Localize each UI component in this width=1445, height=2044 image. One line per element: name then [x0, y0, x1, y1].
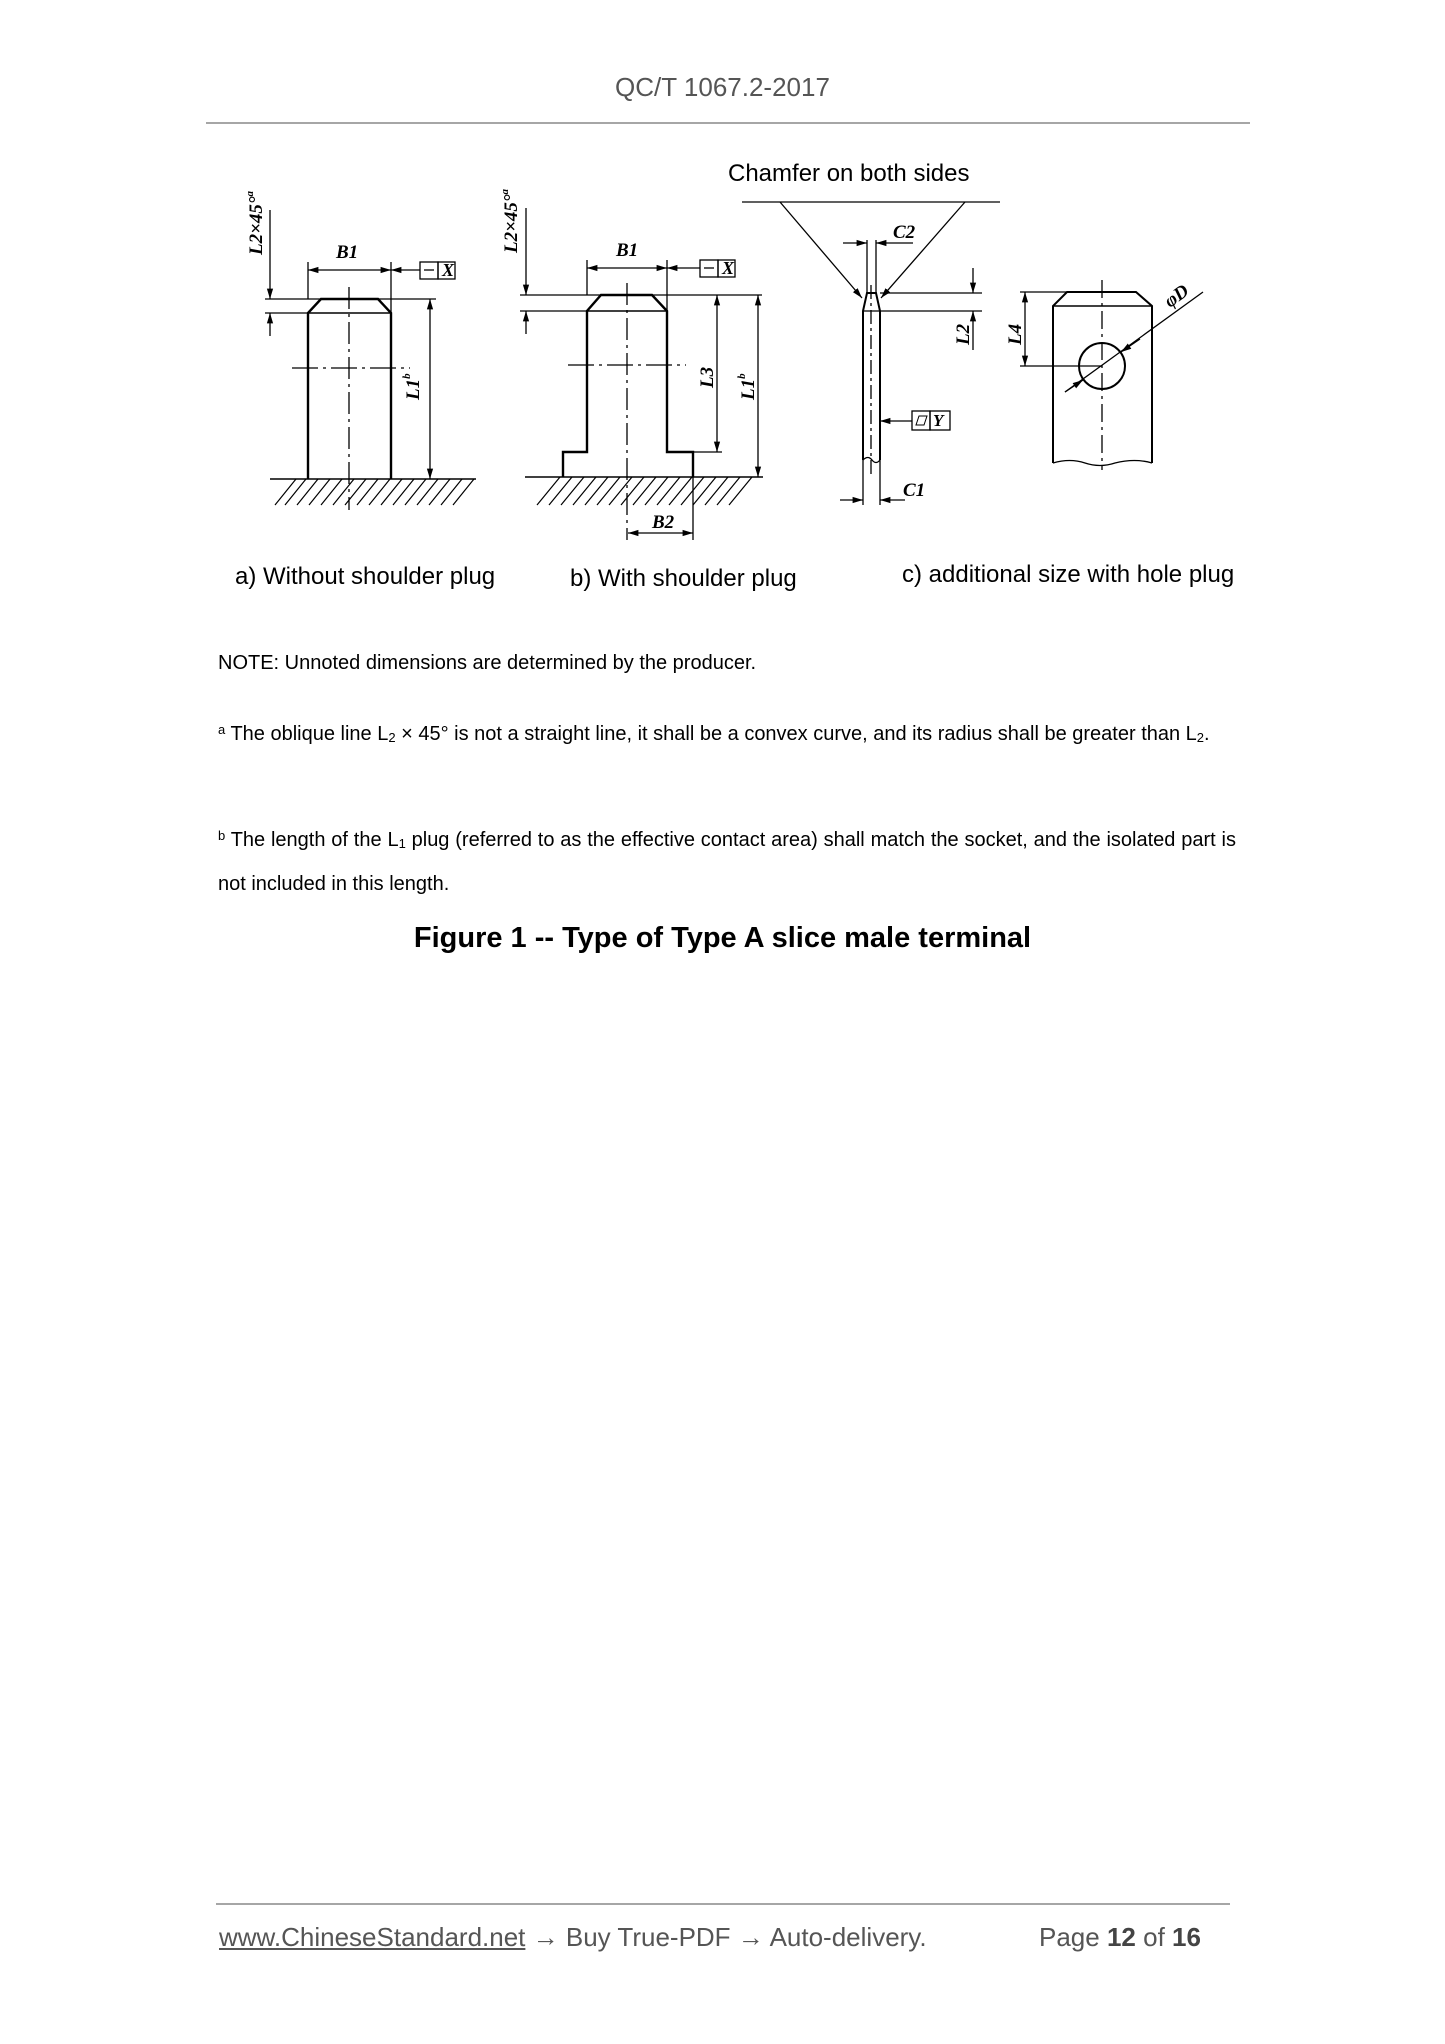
page-total: 16: [1172, 1922, 1201, 1952]
footnote-b: $^b$ The length of the $L_1$ plug (referred to as the effective contact area) shall match the socket, and the isolated part is not included in this length.: [218, 828, 1236, 895]
footer-left: [219, 1922, 927, 1953]
caption-a: a) Without shoulder plug: [235, 563, 496, 590]
caption-b: b) With shoulder plug: [570, 565, 797, 592]
figure-a-without-shoulder: [265, 210, 476, 510]
label-L2-c: L2: [953, 323, 974, 345]
label-Y: Y: [933, 411, 944, 430]
figure-title: Figure 1 -- Type of Type A slice male terminal: [413, 922, 1032, 954]
footnote-a: $^a$ The oblique line $L_2 \times 45^\circ$ is not a straight line, it shall be a convex curve, and its radius shall be greater than $L_2$.: [218, 722, 1210, 745]
chinesestandard-link[interactable]: www.ChineseStandard.net: [219, 1922, 526, 1952]
footnote-a-marker: a: [218, 722, 226, 737]
label-L1-a: L1$^b$: [401, 373, 424, 400]
label-C2: C2: [893, 222, 916, 243]
label-L1-b: L1$^b$: [736, 373, 759, 400]
footnote-b-marker: b: [218, 828, 226, 843]
label-C1: C1: [903, 480, 926, 501]
label-B1-b: B1: [616, 240, 639, 261]
page-indicator: Page 12 of 16: [1039, 1922, 1201, 1952]
label-B1-a: B1: [336, 242, 359, 263]
caption-c: c) additional size with hole plug: [902, 561, 1235, 588]
figure-c-side-view: [742, 202, 1000, 505]
label-L2x45-a: L2×45°$^a$: [244, 190, 267, 255]
label-X-a: X: [442, 260, 455, 280]
footer-divider: [216, 1903, 1230, 1905]
chamfer-label: Chamfer on both sides: [728, 160, 970, 187]
label-L4: L4: [1005, 323, 1026, 345]
label-phiD: φD: [1160, 280, 1194, 313]
page-current: 12: [1106, 1922, 1136, 1952]
label-B2: B2: [652, 512, 675, 533]
footer-tagline: → Buy True-PDF → Auto-delivery.: [525, 1922, 927, 1952]
terminal-technical-drawing: [0, 0, 1445, 620]
note-unnoted-dimensions: NOTE: Unnoted dimensions are determined by the producer.: [218, 652, 757, 674]
label-X-b: X: [722, 258, 735, 278]
label-L3-b: L3: [697, 366, 718, 388]
document-code-header: QC/T 1067.2-2017: [615, 72, 830, 102]
label-L2x45-b: L2×45°$^a$: [499, 188, 522, 253]
